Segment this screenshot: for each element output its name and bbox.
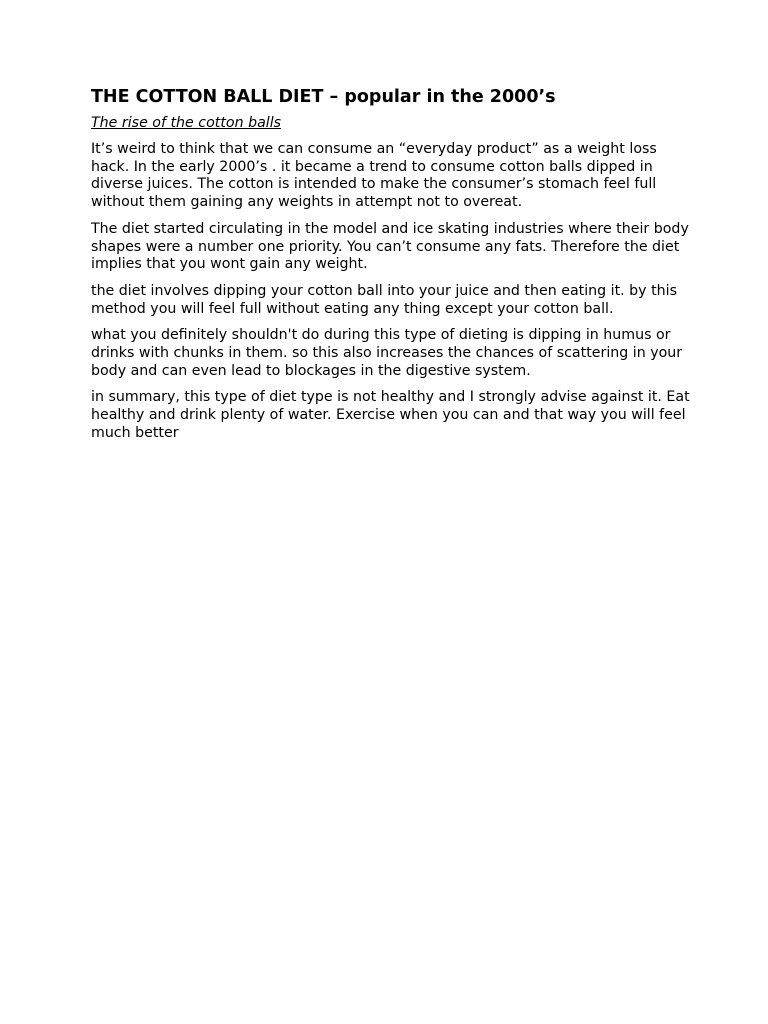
- document-title: THE COTTON BALL DIET – popular in the 2000’s: [91, 87, 556, 107]
- paragraph-summary: in summary, this type of diet type is not healthy and I strongly advise against it. Eat healthy and drink plenty of water. Exercise when you can and that way you will feel much better: [91, 389, 690, 441]
- paragraph-method: the diet involves dipping your cotton ball into your juice and then eating it. by this method you will feel full without eating any thing except your cotton ball.: [91, 282, 677, 317]
- paragraph-warning: what you definitely shouldn't do during this type of dieting is dipping in humus or drinks with chunks in them. so this also increases the chances of scattering in your body and can even lead to blockages in the digestive system.: [91, 327, 683, 379]
- paragraph-intro: It’s weird to think that we can consume an “everyday product” as a weight loss hack. In the early 2000’s . it became a trend to consume cotton balls dipped in diverse juices. The cotton is intended to make the consumer’s stomach feel full without them gaining any weights in attempt not to overeat.: [91, 141, 657, 211]
- document-subtitle: The rise of the cotton balls: [91, 115, 282, 131]
- paragraph-origin: The diet started circulating in the model and ice skating industries where their body shapes were a number one priority. You can’t consume any fats. Therefore the diet implies that you wont gain any weight.: [91, 220, 689, 273]
- document-page: [91, 85, 691, 443]
